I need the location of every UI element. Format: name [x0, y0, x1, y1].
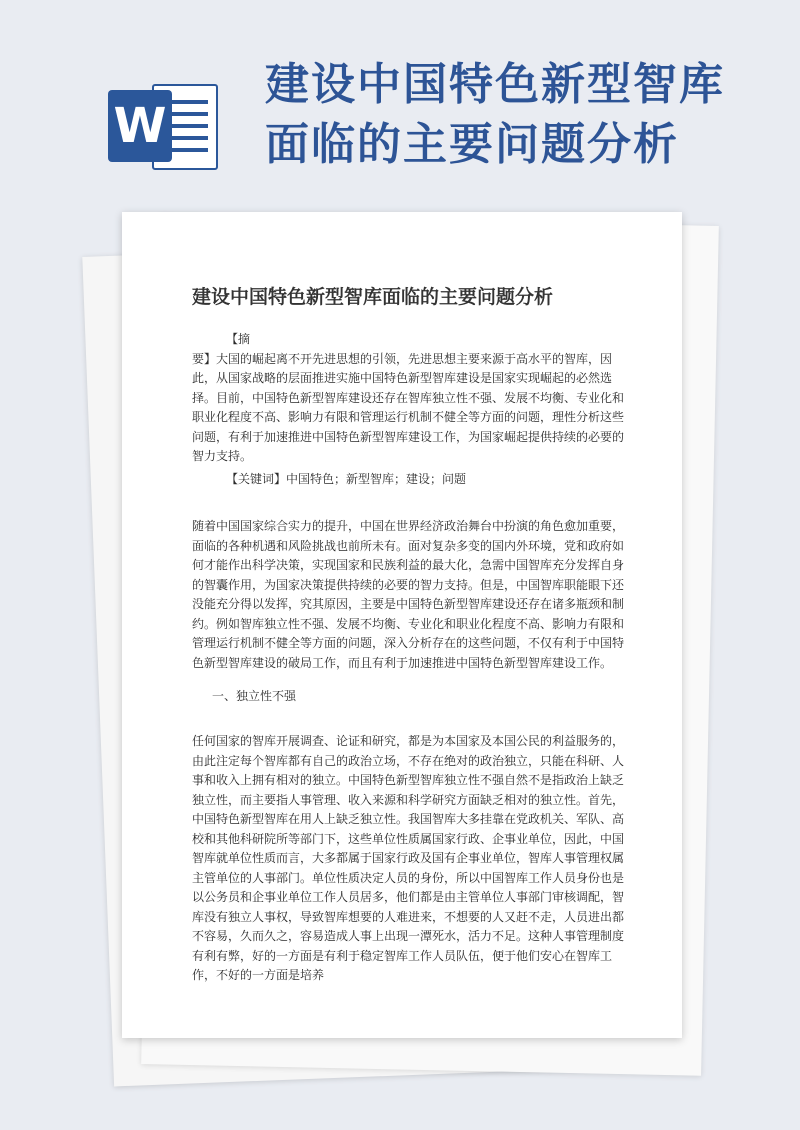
- body-paragraph: 随着中国国家综合实力的提升，中国在世界经济政治舞台中扮演的角色愈加重要，面临的各种机遇和风险挑战也前所未有。面对复杂多变的国内外环境，党和政府如何才能作出科学决策，实现国家和民族利益的最大化，急需中国智库充分发挥自身的智囊作用，为国家决策提供持续的必要的智力支持。但是，中国智库职能眼下还没能充分得以发挥，究其原因，主要是中国特色新型智库建设还存在诸多瓶颈和制约。例如智库独立性不强、发展不均衡、专业化和职业化程度不高、影响力有限和管理运行机制不健全等方面的问题，深入分析存在的这些问题，不仅有利于中国特色新型智库建设的破局工作，而且有利于加速推进中国特色新型智库建设工作。: [192, 519, 625, 670]
- document-title: 建设中国特色新型智库面临的主要问题分析: [192, 286, 554, 308]
- abstract: [192, 330, 632, 467]
- section-heading: 一、独立性不强: [212, 689, 297, 703]
- word-document-icon: [108, 78, 220, 174]
- keywords: 【关键词】中国特色；新型智库；建设；问题: [226, 472, 467, 486]
- banner-title-line1: 建设中国特色新型智库: [265, 59, 725, 110]
- word-logo-badge: W: [108, 90, 172, 162]
- banner-title: [265, 55, 785, 175]
- abstract-text: 要】大国的崛起离不开先进思想的引领，先进思想主要来源于高水平的智库，因此，从国家战略的层面推进实施中国特色新型智库建设是国家实现崛起的必然选择。目前，中国特色新型智库建设还存在智库独立性不强、发展不均衡、专业化和职业化程度不高、影响力有限和管理运行机制不健全等方面的问题，理性分析这些问题，有利于加速推进中国特色新型智库建设工作，为国家崛起提供持续的必要的智力支持。: [192, 351, 625, 463]
- abstract-label: 【摘: [226, 332, 251, 346]
- body-paragraph: 任何国家的智库开展调查、论证和研究，都是为本国家及本国公民的利益服务的，由此注定每个智库都有自己的政治立场，不存在绝对的政治独立，只能在科研、人事和收入上拥有相对的独立。中国特色新型智库独立性不强自然不是指政治上缺乏独立性，而主要指人事管理、收入来源和科学研究方面缺乏相对的独立性。首先，中国特色新型智库在用人上缺乏独立性。我国智库大多挂靠在党政机关、军队、高校和其他科研院所等部门下，这些单位性质属国家行政、企事业单位，因此，中国智库就单位性质而言，大多都属于国家行政及国有企事业单位，智库人事管理权属主管单位的人事部门。单位性质决定人员的身份，所以中国智库工作人员身份也是以公务员和企事业单位工作人员居多，他们都是由主管单位人事部门审核调配，智库没有独立人事权，导致智库想要的人难进来，不想要的人又赶不走，人员进出都不容易，久而久之，容易造成人事上出现一潭死水，活力不足。这种人事管理制度有利有弊，好的一方面是有利于稳定智库工作人员队伍，便于他们安心在智库工作，不好的一方面是培养: [192, 734, 625, 982]
- banner-title-line2: 面临的主要问题分析: [265, 119, 679, 170]
- document-page: [122, 212, 682, 1038]
